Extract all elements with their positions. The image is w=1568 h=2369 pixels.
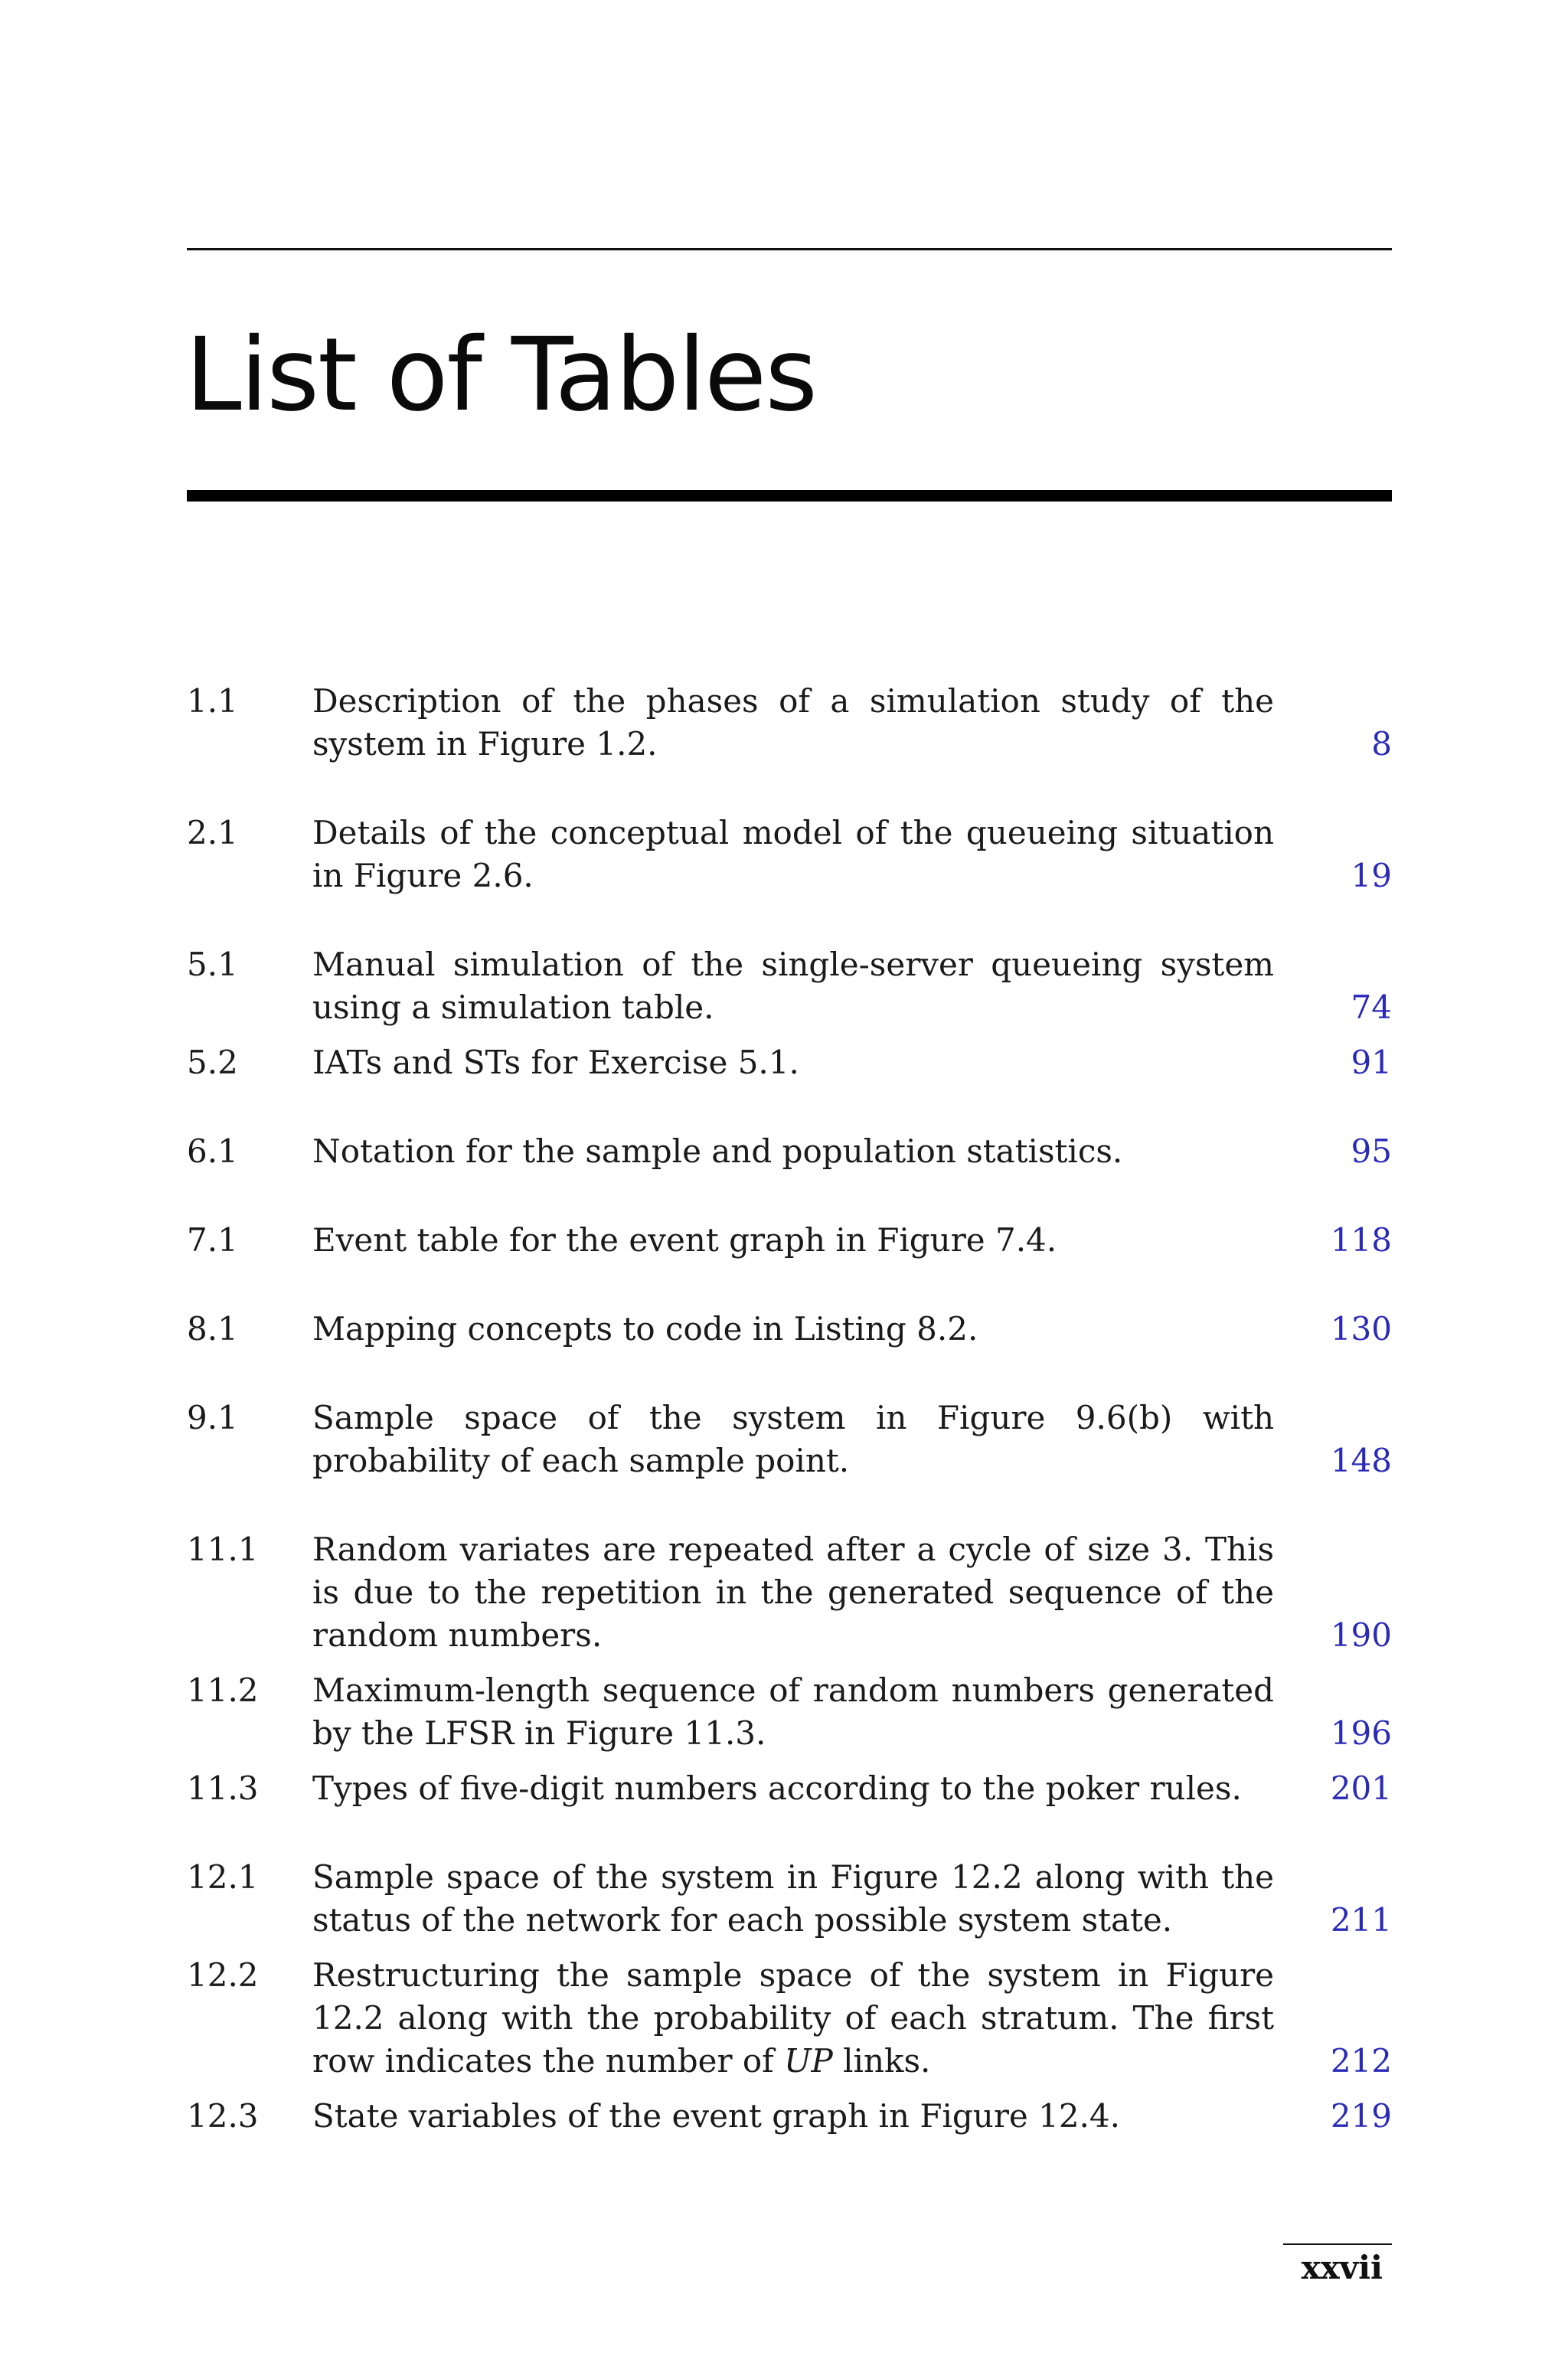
page-link[interactable]: 74 xyxy=(1351,988,1392,1026)
page-link[interactable]: 8 xyxy=(1371,725,1392,763)
entry-group xyxy=(187,680,1392,766)
entry-group xyxy=(187,1219,1392,1262)
table-caption: Mapping concepts to code in Listing 8.2. xyxy=(312,1310,978,1348)
folio-rule xyxy=(1283,2243,1392,2245)
table-caption: Random variates are repeated after a cycle of size 3. This is due to the repetition in the generated sequence of the random numbers. xyxy=(312,1531,1274,1654)
page-link[interactable]: 118 xyxy=(1330,1221,1392,1259)
page-link[interactable]: 190 xyxy=(1330,1616,1392,1654)
page-link[interactable]: 19 xyxy=(1351,857,1392,894)
page-link[interactable]: 212 xyxy=(1330,2042,1392,2080)
list-item[interactable] xyxy=(187,812,1392,897)
list-item[interactable] xyxy=(187,1130,1392,1173)
table-number: 12.2 xyxy=(187,1956,259,1994)
page-link[interactable]: 211 xyxy=(1330,1901,1392,1939)
page-link[interactable]: 91 xyxy=(1351,1044,1392,1081)
table-number: 2.1 xyxy=(187,814,238,851)
entry-group xyxy=(187,1856,1392,2138)
list-item[interactable] xyxy=(187,1219,1392,1262)
page-link[interactable]: 130 xyxy=(1330,1310,1392,1348)
table-caption: Sample space of the system in Figure 9.6(b) with probability of each sample point. xyxy=(312,1399,1274,1479)
page-link[interactable]: 219 xyxy=(1330,2097,1392,2135)
table-number: 1.1 xyxy=(187,682,238,720)
page-link[interactable]: 196 xyxy=(1330,1714,1392,1752)
page-link[interactable]: 148 xyxy=(1330,1442,1392,1479)
table-caption: Types of five-digit numbers according to the poker rules. xyxy=(312,1769,1242,1807)
title-underline-rule xyxy=(187,490,1392,502)
table-number: 5.1 xyxy=(187,946,238,983)
list-item[interactable] xyxy=(187,1856,1392,1942)
table-number: 6.1 xyxy=(187,1132,238,1170)
table-caption: Notation for the sample and population statistics. xyxy=(312,1132,1123,1170)
table-caption: Manual simulation of the single-server queueing system using a simulation table. xyxy=(312,946,1274,1026)
entry-group xyxy=(187,943,1392,1084)
table-caption: Event table for the event graph in Figure 7.4. xyxy=(312,1221,1057,1259)
page-link[interactable]: 201 xyxy=(1330,1769,1392,1807)
list-item[interactable] xyxy=(187,1954,1392,2083)
table-number: 5.2 xyxy=(187,1044,238,1081)
table-number: 11.1 xyxy=(187,1531,259,1568)
entry-group xyxy=(187,1308,1392,1351)
table-number: 11.2 xyxy=(187,1671,259,1709)
table-number: 12.1 xyxy=(187,1858,259,1896)
entry-group xyxy=(187,812,1392,897)
list-item[interactable] xyxy=(187,1041,1392,1084)
table-caption: Description of the phases of a simulation study of the system in Figure 1.2. xyxy=(312,682,1274,763)
table-number: 9.1 xyxy=(187,1399,238,1436)
table-caption: IATs and STs for Exercise 5.1. xyxy=(312,1044,799,1081)
table-number: 8.1 xyxy=(187,1310,238,1348)
page-link[interactable]: 95 xyxy=(1351,1132,1392,1170)
list-item[interactable] xyxy=(187,1669,1392,1755)
list-item[interactable] xyxy=(187,1397,1392,1482)
list-item[interactable] xyxy=(187,1308,1392,1351)
table-number: 11.3 xyxy=(187,1769,259,1807)
page-number: xxvii xyxy=(1301,2249,1383,2286)
table-number: 12.3 xyxy=(187,2097,259,2135)
list-item[interactable] xyxy=(187,680,1392,766)
table-caption: Restructuring the sample space of the system in Figure 12.2 along with the probability of each stratum. The first row indicates the number of UP links. xyxy=(312,1956,1274,2080)
top-rule xyxy=(187,248,1392,250)
table-number: 7.1 xyxy=(187,1221,238,1259)
list-item[interactable] xyxy=(187,943,1392,1029)
entry-group xyxy=(187,1528,1392,1810)
entry-group xyxy=(187,1130,1392,1173)
table-list xyxy=(187,680,1392,2184)
table-caption: Sample space of the system in Figure 12.2 along with the status of the network for each possible system state. xyxy=(312,1858,1274,1939)
entry-group xyxy=(187,1397,1392,1482)
table-caption: Details of the conceptual model of the queueing situation in Figure 2.6. xyxy=(312,814,1274,894)
page-title: List of Tables xyxy=(185,316,817,434)
list-item[interactable] xyxy=(187,2095,1392,2138)
list-item[interactable] xyxy=(187,1528,1392,1657)
list-item[interactable] xyxy=(187,1767,1392,1810)
table-caption: State variables of the event graph in Figure 12.4. xyxy=(312,2097,1120,2135)
table-caption: Maximum-length sequence of random numbers generated by the LFSR in Figure 11.3. xyxy=(312,1671,1274,1752)
